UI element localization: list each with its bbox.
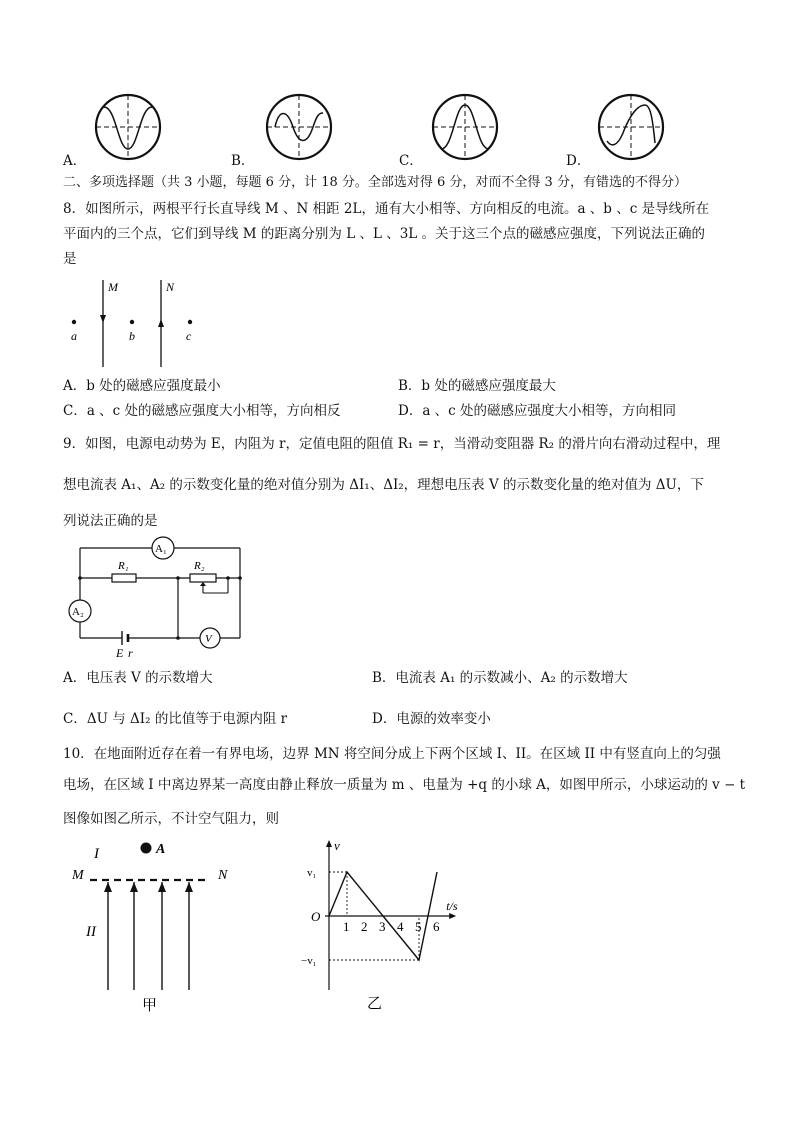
q10-stem-line-1: 10．在地面附近存在着一有界电场，边界 MN 将空间分成上下两个区域 I、II。在区域 II 中有竖直向上的匀强 [63, 746, 721, 762]
vt-v-axis-label: v [334, 838, 340, 853]
q10-region-2-label: II [86, 924, 96, 940]
q8-stem-line-2: 平面内的三个点，它们到导线 M 的距离分别为 L 、L 、3L 。关于这三个点的磁感应强度，下列说法正确的 [63, 226, 706, 242]
vt-v1-label: v₁ [307, 867, 317, 879]
q8-label-n: N [166, 280, 175, 294]
q10-stem-line-3: 图像如图乙所示，不计空气阻力，则 [63, 811, 279, 827]
q10-ball-label: A [156, 842, 166, 857]
q8-option-a: A．b 处的磁感应强度最小 [63, 378, 221, 394]
q10-vt-graph [300, 836, 470, 1016]
q7-option-b-screen [265, 93, 333, 161]
q9-stem-line-2: 想电流表 A₁、A₂ 的示数变化量的绝对值分别为 ΔI₁、ΔI₂，理想电压表 V 的示数变化量的绝对值为 ΔU，下 [63, 477, 704, 493]
vt-tick-6: 6 [433, 919, 440, 934]
q9-option-c: C．ΔU 与 ΔI₂ 的比值等于电源内阻 r [63, 711, 288, 727]
q9-option-d: D．电源的效率变小 [372, 711, 491, 727]
q7-option-c-label: C． [399, 153, 423, 169]
q8-label-b: b [129, 329, 135, 343]
q10-region-1-label: I [94, 846, 99, 862]
vt-neg-v1-label: −v₁ [301, 955, 317, 967]
q7-option-a-screen [94, 93, 162, 161]
q8-label-c: c [186, 329, 192, 343]
q9-voltmeter-label: V [205, 633, 212, 645]
q8-label-m: M [108, 280, 118, 294]
q9-circuit-figure [68, 536, 250, 660]
vt-tick-5: 5 [415, 919, 422, 934]
q9-stem-line-3: 列说法正确的是 [63, 513, 158, 529]
q10-n-label: N [218, 868, 228, 883]
q9-resistor-1-label: R₁ [118, 560, 129, 572]
vt-tick-1: 1 [343, 919, 350, 934]
vt-t-axis-arrow [449, 913, 456, 919]
q9-ammeter-1-label: A₁ [155, 543, 167, 555]
q8-label-a: a [71, 329, 77, 343]
q9-resistor-2-label: R₂ [194, 560, 205, 572]
vt-origin-label: O [311, 909, 321, 924]
q7-option-a-label: A． [63, 153, 87, 169]
q9-internal-r-label: r [128, 646, 133, 660]
q10-fig-jia-caption: 甲 [142, 998, 158, 1014]
q7-option-b-label: B． [231, 153, 255, 169]
vt-tick-4: 4 [397, 919, 404, 934]
q8-stem-line-3: 是 [63, 251, 77, 267]
q7-option-d-label: D． [566, 153, 591, 169]
section-heading: 二、多项选择题（共 3 小题，每题 6 分，计 18 分。全部选对得 6 分，对而不全得 3 分，有错选的不得分） [63, 175, 687, 190]
vt-t-axis-label: t/s [446, 899, 458, 913]
vt-v-axis-arrow [326, 840, 332, 847]
q9-stem-line-1: 9．如图，电源电动势为 E，内阻为 r，定值电阻的阻值 R₁ = r，当滑动变阻器 R₂ 的滑片向右滑动过程中，理 [63, 436, 721, 452]
q9-emf-label: E [116, 646, 124, 660]
vt-tick-2: 2 [361, 919, 368, 934]
q9-option-b: B．电流表 A₁ 的示数减小、A₂ 的示数增大 [372, 670, 628, 686]
q8-option-d: D．a 、c 处的磁感应强度大小相等，方向相同 [398, 403, 677, 419]
q8-option-c: C．a 、c 处的磁感应强度大小相等，方向相反 [63, 403, 341, 419]
q7-option-c-screen [431, 93, 499, 161]
q8-stem-line-1: 8．如图所示，两根平行长直导线 M 、N 相距 2L，通有大小相等、方向相反的电流。a 、b 、c 是导线所在 [63, 201, 710, 217]
q9-option-a: A．电压表 V 的示数增大 [63, 670, 213, 686]
vt-tick-3: 3 [379, 919, 386, 934]
vt-caption: 乙 [367, 996, 383, 1012]
q9-ammeter-2-label: A₂ [72, 606, 84, 618]
q10-stem-line-2: 电场，在区域 I 中离边界某一高度由静止释放一质量为 m 、电量为 +q 的小球 A，如图甲所示，小球运动的 v − t [63, 777, 746, 793]
q8-wires-figure [60, 275, 220, 370]
q10-field-figure [68, 838, 238, 1013]
q7-option-d-screen [597, 93, 665, 161]
q8-option-b: B．b 处的磁感应强度最大 [398, 378, 556, 394]
q10-m-label: M [72, 868, 84, 883]
